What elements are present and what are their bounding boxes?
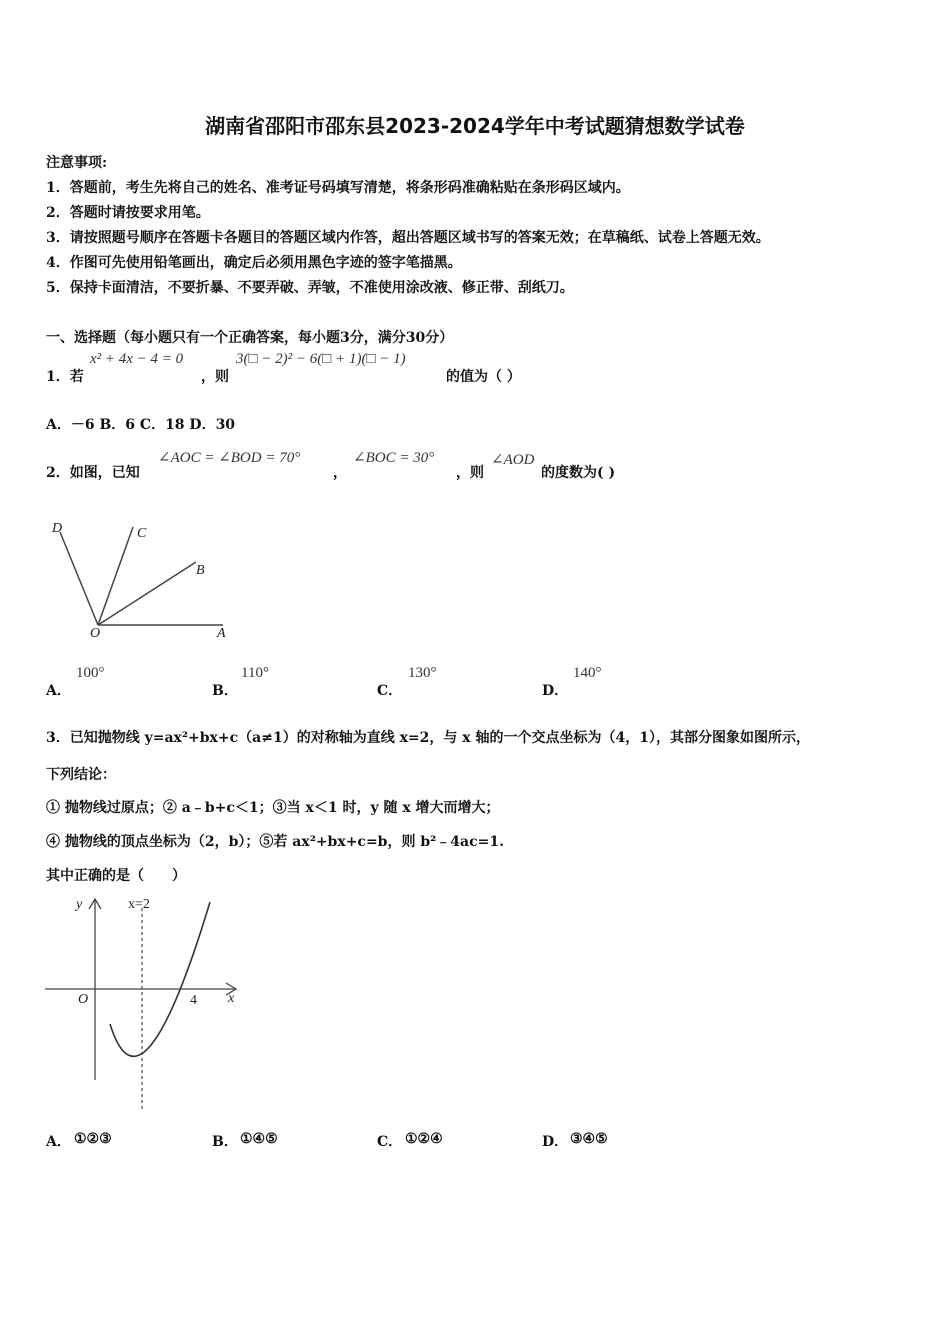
q2-option-d-letter: D． <box>542 683 569 699</box>
q3-question: 其中正确的是（ ） <box>46 868 186 884</box>
ray-oc <box>98 527 133 625</box>
q2-option-d-value: 140° <box>573 665 602 681</box>
label-c: C <box>137 526 147 541</box>
label-a: A <box>217 626 226 641</box>
notice-item: 3．请按照题号顺序在答题卡各题目的答题区域内作答，超出答题区域书写的答案无效；在草稿纸、试卷上答题无效。 <box>46 230 770 246</box>
q2-angle-aod: ∠AOD <box>491 452 535 468</box>
q1-equation: x² + 4x − 4 = 0 <box>90 351 184 367</box>
q2-option-a-value: 100° <box>76 665 105 681</box>
q1-expression: 3(□ − 2)² − 6(□ + 1)(□ − 1) <box>236 351 406 367</box>
q3-option-b-value: ①④⑤ <box>240 1131 278 1147</box>
q2-separator: ， <box>333 465 347 481</box>
q2-suffix: 的度数为( ) <box>541 465 616 481</box>
q3-conclusions-1: ① 抛物线过原点；② a﹣b+c＜1；③当 x＜1 时，y 随 x 增大而增大； <box>46 800 500 816</box>
parabola-curve <box>110 902 210 1056</box>
root-label: 4 <box>190 993 197 1008</box>
q2-angle-boc: ∠BOC = 30° <box>353 450 435 466</box>
notice-item: 2．答题时请按要求用笔。 <box>46 205 210 221</box>
section-heading: 一、选择题（每小题只有一个正确答案，每小题3分，满分30分） <box>46 330 454 346</box>
origin-label: O <box>78 992 89 1007</box>
q3-option-c-value: ①②④ <box>405 1131 443 1147</box>
symmetry-axis-label: x=2 <box>128 897 150 912</box>
q3-option-c-letter: C． <box>377 1134 403 1150</box>
ray-ob <box>98 562 196 625</box>
q3-option-d-letter: D． <box>542 1134 569 1150</box>
q3-option-d-value: ③④⑤ <box>570 1131 608 1147</box>
q2-option-c-letter: C． <box>377 683 403 699</box>
ray-od <box>60 532 98 625</box>
q3-stem: 3．已知抛物线 y=ax²+bx+c（a≠1）的对称轴为直线 x=2，与 x 轴的一个交点坐标为（4，1），其部分图象如图所示， <box>46 730 810 746</box>
q2-angle-equality: ∠AOC = ∠BOD = 70° <box>158 450 301 466</box>
q1-prefix: 1．若 <box>46 369 84 385</box>
q2-mid: ，则 <box>456 465 484 481</box>
notice-item: 4．作图可先使用铅笔画出，确定后必须用黑色字迹的签字笔描黑。 <box>46 255 462 271</box>
q3-option-a-value: ①②③ <box>74 1131 112 1147</box>
q2-option-b-value: 110° <box>241 665 269 681</box>
q2-option-b-letter: B． <box>212 683 238 699</box>
q2-angle-figure <box>48 515 238 645</box>
notice-heading: 注意事项: <box>46 155 108 171</box>
q3-option-a-letter: A． <box>46 1134 71 1150</box>
q3-parabola-graph <box>40 890 250 1115</box>
q2-prefix: 2．如图，已知 <box>46 465 140 481</box>
q1-suffix: 的值为（ ） <box>446 369 521 385</box>
q2-option-a-letter: A． <box>46 683 71 699</box>
y-axis-label: y <box>76 897 83 912</box>
label-b: B <box>196 563 205 578</box>
x-axis-label: x <box>228 991 235 1006</box>
notice-item: 1．答题前，考生先将自己的姓名、准考证号码填写清楚，将条形码准确粘贴在条形码区域内。 <box>46 180 630 196</box>
q3-conclusions-2: ④ 抛物线的顶点坐标为（2，b）；⑤若 ax²+bx+c=b，则 b²﹣4ac=1. <box>46 834 504 850</box>
q2-option-c-value: 130° <box>408 665 437 681</box>
q1-options: A．－6 B．6 C．18 D．30 <box>46 417 236 433</box>
q1-mid: ，则 <box>201 369 229 385</box>
label-o: O <box>90 626 101 641</box>
label-d: D <box>52 521 63 536</box>
q3-conclusions-label: 下列结论： <box>46 767 116 783</box>
q3-option-b-letter: B． <box>212 1134 238 1150</box>
notice-item: 5．保持卡面清洁，不要折暴、不要弄破、弄皱，不准使用涂改液、修正带、刮纸刀。 <box>46 280 574 296</box>
page-title: 湖南省邵阳市邵东县2023-2024学年中考试题猜想数学试卷 <box>205 114 745 138</box>
